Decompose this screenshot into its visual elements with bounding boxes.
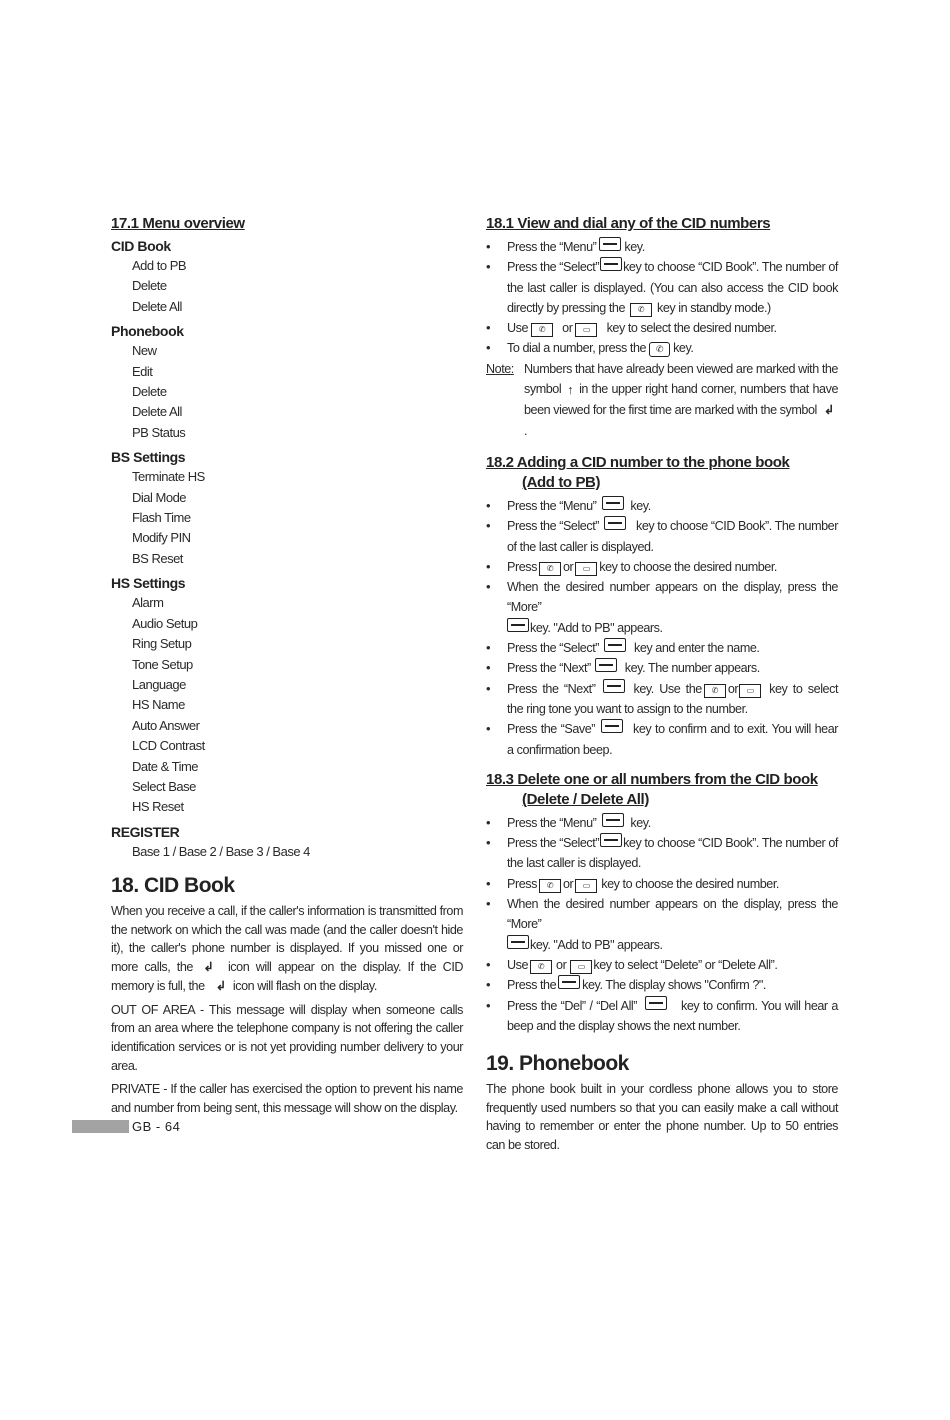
menu-group-items (132, 467, 463, 569)
delete-key-icon (558, 975, 580, 989)
cid-book-heading: 18. CID Book (111, 874, 235, 898)
more-key-icon (507, 618, 529, 632)
menu-item: Delete All (132, 298, 182, 314)
section-18-2-heading: 18.2 Adding a CID number to the phone book (486, 454, 790, 471)
new-call-icon: ↲ (823, 403, 834, 418)
menu-item: BS Reset (132, 550, 183, 566)
menu-item: Alarm (132, 595, 164, 611)
list-item: • Press the “Select” key to choose “CID Book”. The number of the last caller is displayed. (486, 833, 838, 874)
list-item: • Press ✆ or ▭ key to choose the desired number. (486, 874, 838, 894)
list-item: • Press the “Select” key to choose “CID Book”. The number of the last caller is displayed. (486, 516, 838, 557)
menu-item: Dial Mode (132, 489, 187, 505)
menu-key-icon (599, 237, 621, 251)
menu-item: Delete (132, 278, 167, 294)
note-text: Numbers that have already been viewed are marked with the symbol ↑ in the upper right hand corner, numbers that have been viewed for the first time are marked with the symbol ↲. (524, 361, 838, 438)
new-call-icon: ↲ (215, 979, 226, 994)
phonebook-key-icon: ▭ (575, 562, 597, 576)
page-number: GB - 64 (132, 1118, 181, 1134)
menu-groups (111, 237, 463, 862)
list-item: • Press the key. The display shows "Confirm ?". (486, 975, 838, 995)
left-column (111, 214, 463, 1122)
list-item: • Press the “Menu” key. (486, 813, 838, 833)
menu-item: Date & Time (132, 758, 199, 774)
note-label: Note: (486, 361, 514, 376)
list-item: • Press the “Select” key to choose “CID Book”. The number of the last caller is displayed. (You can also access the CID book directly by pressing the ✆ key in standby mode.) (486, 257, 838, 318)
more-key-icon (507, 935, 529, 949)
cid-key-icon: ✆ (539, 562, 561, 576)
new-call-icon: ↲ (203, 960, 214, 975)
menu-group-title: CID Book (111, 238, 171, 254)
call-key-icon: ✆ (649, 342, 670, 357)
menu-group-items (132, 341, 463, 443)
menu-item: Terminate HS (132, 469, 205, 485)
cid-key-icon: ✆ (539, 879, 561, 893)
phonebook-key-icon: ▭ (575, 879, 597, 893)
cid-p1-part-c: icon will flash on the display. (232, 978, 377, 993)
list-item: • Press the “Del” / “Del All” key to confirm. You will hear a beep and the display shows the next number. (486, 996, 838, 1037)
list-item: • Press the “Menu” key. (486, 237, 838, 257)
menu-item: Audio Setup (132, 615, 198, 631)
menu-group-title: BS Settings (111, 449, 186, 466)
delete-key-icon (645, 996, 667, 1010)
menu-group-items (132, 593, 463, 817)
menu-group-title: Phonebook (111, 323, 184, 340)
section-18-3-heading: 18.3 Delete one or all numbers from the CID book (486, 770, 818, 788)
cid-p1-part-b: icon will appear on the display. If the CID memory is full, the (111, 959, 464, 993)
footer-bar (72, 1120, 129, 1133)
cid-p1-part-a: When you receive a call, if the caller's information is transmitted from the network on which the call was made (and the caller doesn't hide it), the caller's phone number is displayed. If you missed one or more calls, the (111, 904, 463, 974)
select-key-icon (604, 516, 626, 530)
section-18-3-list (486, 813, 838, 1036)
menu-item: Add to PB (132, 258, 187, 273)
menu-item: LCD Contrast (132, 738, 205, 754)
cid-key-icon: ✆ (530, 960, 552, 974)
menu-item: Auto Answer (132, 717, 200, 733)
list-item: • Press the “Select” key and enter the name. (486, 638, 838, 658)
menu-item: Delete (132, 384, 167, 400)
list-item: • Press the “Next” key. The number appears. (486, 658, 838, 678)
list-item: • Press the “Menu” key. (486, 496, 838, 516)
menu-item: Tone Setup (132, 656, 193, 672)
menu-item: Ring Setup (132, 636, 192, 652)
phonebook-key-icon: ▭ (570, 960, 592, 974)
cid-book-paragraph-2: OUT OF AREA - This message will display when someone calls from an area where the telephone company is not offering the caller identification services or is not yet providing number delivery to your area. (111, 1002, 463, 1073)
menu-overview-heading: 17.1 Menu overview (111, 215, 245, 232)
list-item: • Press the “Next” key. Use the ✆ or ▭ key to select the ring tone you want to assign to the number. (486, 679, 838, 720)
menu-item: Flash Time (132, 510, 191, 526)
select-key-icon (600, 257, 622, 271)
list-item: • Press ✆ or ▭ key to choose the desired number. (486, 557, 838, 577)
menu-group-items (132, 842, 463, 862)
list-item: • When the desired number appears on the display, press the “More” key. "Add to PB" appears. (486, 894, 838, 955)
list-item: • To dial a number, press the ✆ key. (486, 338, 838, 358)
phonebook-paragraph: The phone book built in your cordless phone allows you to store frequently used numbers so that you can easily make a call without having to remember or enter the phone number. Up to 50 entries can be stored. (486, 1082, 838, 1152)
menu-item: HS Name (132, 697, 185, 713)
cid-key-icon: ✆ (704, 684, 726, 698)
list-item: • Press the “Save” key to confirm and to exit. You will hear a confirmation beep. (486, 719, 838, 760)
cid-book-paragraph-3: PRIVATE - If the caller has exercised the option to prevent his name and number from being sent, this message will show on the display. (111, 1082, 463, 1115)
page-footer (72, 1117, 180, 1135)
menu-item: Base 1 / Base 2 / Base 3 / Base 4 (132, 843, 310, 859)
menu-group-title: HS Settings (111, 575, 186, 592)
up-arrow-icon: ↑ (567, 382, 574, 397)
menu-item: PB Status (132, 424, 186, 440)
menu-group-items (132, 256, 463, 317)
phonebook-key-icon: ▭ (575, 323, 597, 337)
menu-item: Select Base (132, 778, 196, 794)
cid-key-icon: ✆ (630, 303, 652, 317)
section-18-2-subheading: (Add to PB) (522, 474, 601, 491)
section-18-2-list (486, 496, 838, 760)
list-item: • When the desired number appears on the display, press the “More” key. "Add to PB" appears. (486, 577, 838, 638)
menu-item: Delete All (132, 404, 182, 420)
menu-item: Language (132, 676, 186, 692)
next-key-icon (603, 679, 625, 693)
phonebook-heading: 19. Phonebook (486, 1052, 629, 1076)
next-key-icon (595, 658, 617, 672)
select-key-icon (604, 638, 626, 652)
select-key-icon (600, 833, 622, 847)
menu-key-icon (602, 813, 624, 827)
menu-item: Modify PIN (132, 530, 191, 546)
save-key-icon (601, 719, 623, 733)
phonebook-key-icon: ▭ (739, 684, 761, 698)
cid-book-paragraph-1 (111, 902, 463, 996)
menu-item: HS Reset (132, 799, 184, 815)
right-column (486, 214, 838, 1160)
section-18-1-heading: 18.1 View and dial any of the CID numbers (486, 215, 771, 232)
list-item: • Use ✆ or ▭ key to select “Delete” or “Delete All”. (486, 955, 838, 975)
menu-item: New (132, 343, 157, 359)
cid-key-icon: ✆ (531, 323, 553, 337)
menu-group-title: REGISTER (111, 823, 180, 840)
note (486, 359, 838, 441)
menu-key-icon (602, 496, 624, 510)
list-item: • Use ✆ or ▭ key to select the desired number. (486, 318, 838, 338)
section-18-1-list (486, 237, 838, 359)
section-18-3-subheading: (Delete / Delete All) (522, 790, 649, 808)
menu-item: Edit (132, 363, 153, 379)
